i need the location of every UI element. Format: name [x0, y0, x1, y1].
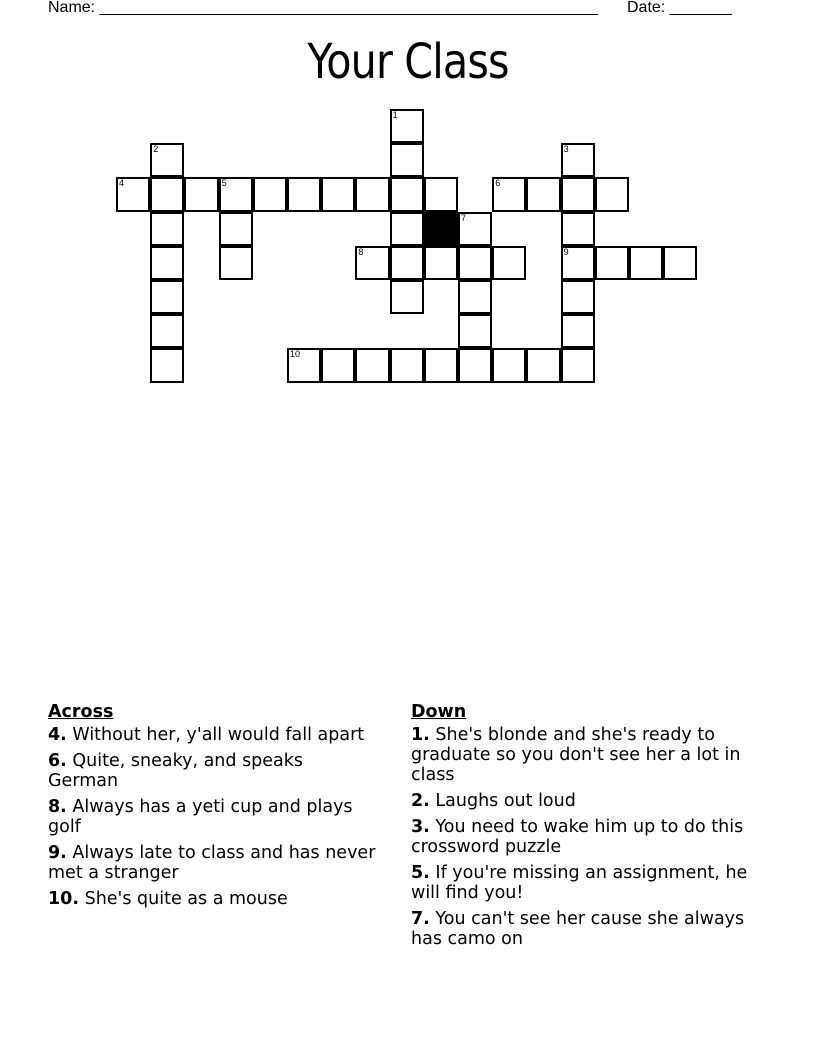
cell-number: 7: [461, 212, 467, 223]
cell-number: 10: [290, 349, 301, 360]
clue-number: 3.: [411, 817, 430, 837]
crossword-cell[interactable]: [595, 177, 629, 211]
crossword-cell[interactable]: [150, 212, 184, 246]
crossword-cell[interactable]: [150, 177, 184, 211]
clue-across: [48, 725, 378, 745]
black-cell: [424, 212, 458, 246]
crossword-cell[interactable]: [287, 177, 321, 211]
clue-text: You need to wake him up to do this crossword puzzle: [411, 817, 744, 857]
crossword-cell[interactable]: [561, 177, 595, 211]
clue-across: [48, 889, 378, 909]
crossword-cell[interactable]: [321, 348, 355, 382]
crossword-cell[interactable]: [390, 348, 424, 382]
crossword-cell[interactable]: [526, 177, 560, 211]
clue-number: 4.: [48, 725, 67, 745]
crossword-cell[interactable]: [561, 314, 595, 348]
across-clues: [48, 702, 378, 915]
crossword-cell[interactable]: [424, 246, 458, 280]
clue-down: [411, 863, 771, 903]
clue-text: She's quite as a mouse: [84, 889, 288, 909]
clue-down: [411, 909, 771, 949]
crossword-cell[interactable]: [390, 177, 424, 211]
date-field[interactable]: Date: _______: [627, 0, 732, 16]
cell-number: 3: [563, 144, 569, 155]
cell-number: 8: [358, 246, 364, 257]
clue-text: She's blonde and she's ready to graduate so you don't see her a lot in class: [411, 725, 741, 785]
crossword-cell[interactable]: [390, 109, 424, 143]
crossword-cell[interactable]: [458, 212, 492, 246]
clue-across: [48, 843, 378, 883]
clue-text: You can't see her cause she always has camo on: [411, 909, 745, 949]
crossword-cell[interactable]: [219, 212, 253, 246]
crossword-cell[interactable]: [561, 212, 595, 246]
crossword-cell[interactable]: [150, 143, 184, 177]
crossword-cell[interactable]: [390, 246, 424, 280]
clue-text: Always has a yeti cup and plays golf: [48, 797, 353, 837]
clue-text: Always late to class and has never met a stranger: [48, 843, 376, 883]
crossword-cell[interactable]: [219, 177, 253, 211]
clue-number: 8.: [48, 797, 67, 817]
crossword-cell[interactable]: [287, 348, 321, 382]
crossword-cell[interactable]: [561, 246, 595, 280]
crossword-cell[interactable]: [184, 177, 218, 211]
crossword-cell[interactable]: [355, 177, 389, 211]
crossword-cell[interactable]: [458, 314, 492, 348]
cell-number: 9: [563, 246, 569, 257]
crossword-cell[interactable]: [629, 246, 663, 280]
cell-number: 1: [392, 110, 398, 120]
across-heading: Across: [48, 702, 114, 722]
crossword-cell[interactable]: [424, 348, 458, 382]
crossword-cell[interactable]: [492, 246, 526, 280]
crossword-cell[interactable]: [561, 348, 595, 382]
crossword-cell[interactable]: [458, 280, 492, 314]
clue-number: 2.: [411, 791, 430, 811]
clue-across: [48, 797, 378, 837]
crossword-cell[interactable]: [492, 348, 526, 382]
cell-number: 2: [153, 144, 159, 155]
down-heading: Down: [411, 702, 467, 722]
crossword-cell[interactable]: [526, 348, 560, 382]
crossword-cell[interactable]: [150, 348, 184, 382]
crossword-cell[interactable]: [663, 246, 697, 280]
clue-number: 1.: [411, 725, 430, 745]
cell-number: 4: [119, 178, 125, 189]
clue-text: Quite, sneaky, and speaks German: [48, 751, 304, 791]
page-title: Your Class: [307, 34, 509, 90]
cell-number: 6: [495, 178, 501, 189]
clue-number: 5.: [411, 863, 430, 883]
down-clues: [411, 702, 771, 955]
clue-number: 7.: [411, 909, 430, 929]
clue-number: 6.: [48, 751, 67, 771]
clue-text: If you're missing an assignment, he will find you!: [411, 863, 748, 903]
crossword-cell[interactable]: [492, 177, 526, 211]
clue-down: [411, 725, 771, 785]
crossword-cell[interactable]: [219, 246, 253, 280]
crossword-cell[interactable]: [424, 177, 458, 211]
crossword-cell[interactable]: [355, 246, 389, 280]
crossword-cell[interactable]: [321, 177, 355, 211]
clue-number: 9.: [48, 843, 67, 863]
crossword-cell[interactable]: [458, 348, 492, 382]
crossword-cell[interactable]: [355, 348, 389, 382]
crossword-cell[interactable]: [390, 212, 424, 246]
crossword-cell[interactable]: [150, 280, 184, 314]
clue-text: Without her, y'all would fall apart: [72, 725, 365, 745]
clue-down: [411, 791, 771, 811]
crossword-cell[interactable]: [595, 246, 629, 280]
name-field[interactable]: Name: ________________________________________________________: [48, 0, 598, 16]
clue-text: Laughs out loud: [435, 791, 576, 811]
crossword-cell[interactable]: [150, 314, 184, 348]
cell-number: 5: [221, 178, 227, 189]
clue-number: 10.: [48, 889, 80, 909]
crossword-cell[interactable]: [561, 143, 595, 177]
crossword-cell[interactable]: [390, 143, 424, 177]
crossword-cell[interactable]: [150, 246, 184, 280]
crossword-cell[interactable]: [253, 177, 287, 211]
crossword-cell[interactable]: [561, 280, 595, 314]
crossword-cell[interactable]: [458, 246, 492, 280]
clue-across: [48, 751, 378, 791]
crossword-cell[interactable]: [116, 177, 150, 211]
crossword-cell[interactable]: [390, 280, 424, 314]
clue-down: [411, 817, 771, 857]
